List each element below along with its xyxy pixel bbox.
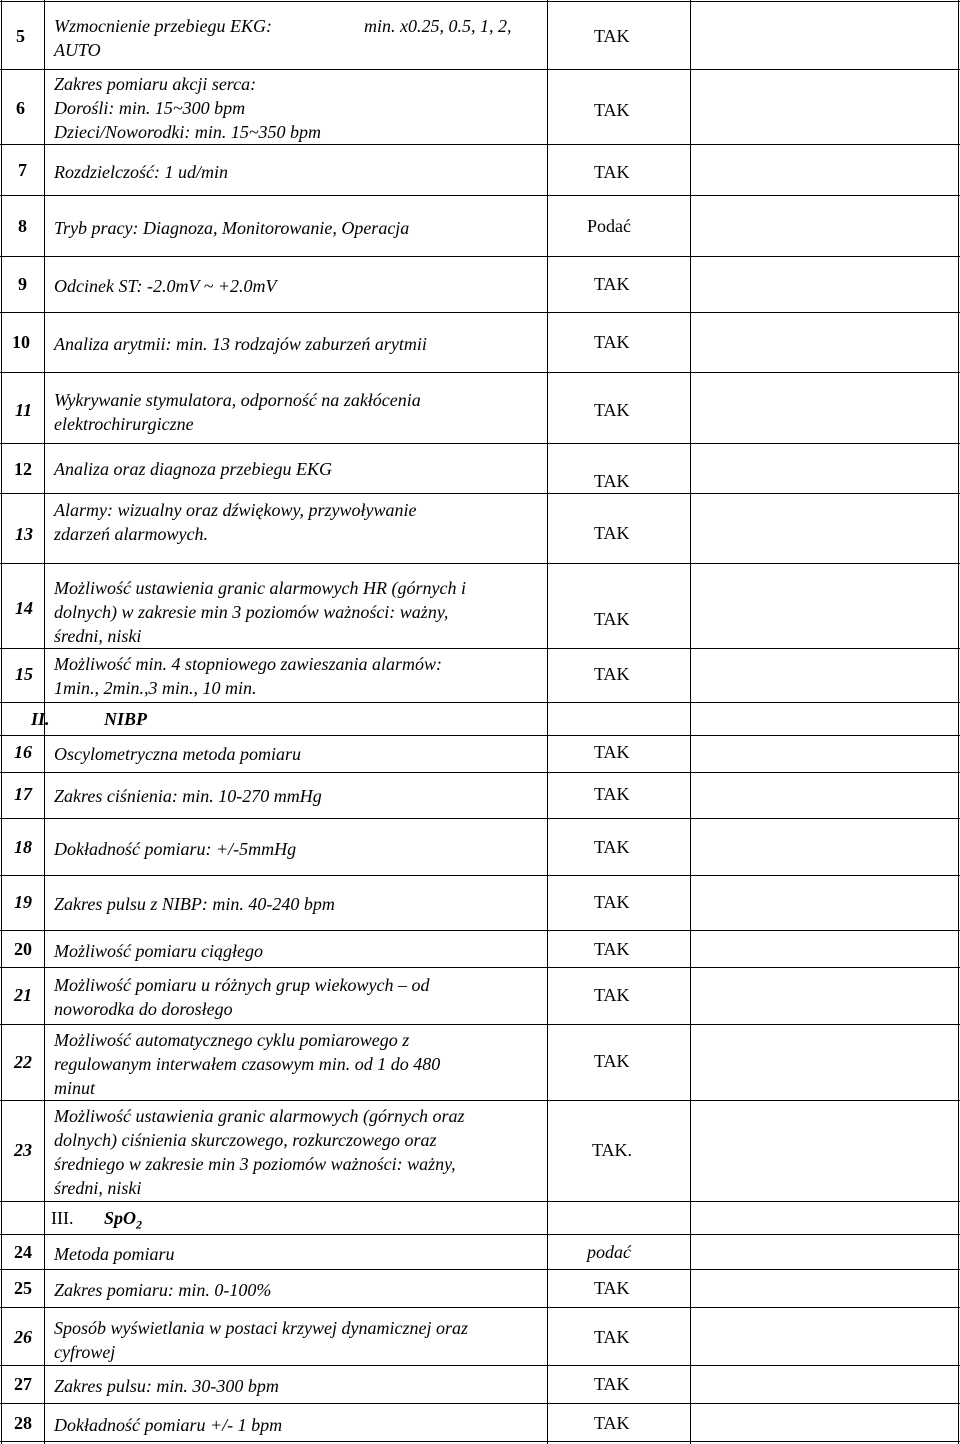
row-description: Dokładność pomiaru: +/-5mmHg xyxy=(54,839,297,859)
row-border xyxy=(0,1024,960,1025)
row-number: 18 xyxy=(14,837,32,857)
row-description: Zakres pomiaru: min. 0-100% xyxy=(54,1280,272,1300)
row-value: TAK. xyxy=(592,1140,633,1160)
row-value: Podać xyxy=(587,216,631,236)
row-value: TAK xyxy=(594,1051,630,1071)
row-description: średni, niski xyxy=(54,1178,142,1198)
row-number: 23 xyxy=(14,1140,32,1160)
row-value: TAK xyxy=(594,100,630,120)
section-number: II. xyxy=(31,709,50,729)
row-description: Zakres pulsu: min. 30-300 bpm xyxy=(54,1376,279,1396)
row-value: podać xyxy=(587,1242,631,1262)
row-value: TAK xyxy=(594,471,630,491)
row-value: TAK xyxy=(594,985,630,1005)
row-value: TAK xyxy=(594,742,630,762)
row-description: Metoda pomiaru xyxy=(54,1244,175,1264)
row-description: Odcinek ST: -2.0mV ~ +2.0mV xyxy=(54,276,277,296)
row-description: średniego w zakresie min 3 poziomów ważności: ważny, xyxy=(54,1154,456,1174)
row-border xyxy=(0,1365,960,1366)
row-number: 21 xyxy=(14,985,32,1005)
table-border-left xyxy=(1,0,2,1444)
row-border xyxy=(0,1307,960,1308)
row-border xyxy=(0,967,960,968)
row-description: min. x0.25, 0.5, 1, 2, xyxy=(364,16,512,36)
row-border xyxy=(0,443,960,444)
row-value: TAK xyxy=(594,1278,630,1298)
row-description: Zakres ciśnienia: min. 10-270 mmHg xyxy=(54,786,322,806)
row-number: 17 xyxy=(14,784,32,804)
row-number: 16 xyxy=(14,742,32,762)
row-description: Sposób wyświetlania w postaci krzywej dynamicznej oraz xyxy=(54,1318,468,1338)
row-number: 28 xyxy=(14,1413,32,1433)
row-description: zdarzeń alarmowych. xyxy=(54,524,208,544)
row-value: TAK xyxy=(594,400,630,420)
row-border xyxy=(0,1403,960,1404)
row-value: TAK xyxy=(594,664,630,684)
row-description: Wzmocnienie przebiegu EKG: xyxy=(54,16,272,36)
row-border xyxy=(0,493,960,494)
row-description: Dorośli: min. 15~300 bpm xyxy=(54,98,246,118)
row-border xyxy=(0,648,960,649)
row-border xyxy=(0,702,960,703)
row-description: 1min., 2min.,3 min., 10 min. xyxy=(54,678,257,698)
row-description: minut xyxy=(54,1078,96,1098)
row-description: Możliwość ustawienia granic alarmowych HR (górnych i xyxy=(54,578,466,598)
row-description: Możliwość ustawienia granic alarmowych (górnych oraz xyxy=(54,1106,465,1126)
row-description: Zakres pomiaru akcji serca: xyxy=(54,74,257,94)
row-value: TAK xyxy=(594,784,630,804)
row-description: średni, niski xyxy=(54,626,142,646)
row-value: TAK xyxy=(594,1374,630,1394)
row-description: Tryb pracy: Diagnoza, Monitorowanie, Operacja xyxy=(54,218,410,238)
row-border xyxy=(0,1441,960,1442)
row-border xyxy=(0,1234,960,1235)
row-description: dolnych) ciśnienia skurczowego, rozkurczowego oraz xyxy=(54,1130,437,1150)
section-title: SpO$_2$ xyxy=(104,1208,143,1232)
row-border xyxy=(0,1269,960,1270)
row-number: 8 xyxy=(18,216,27,236)
row-border xyxy=(0,1100,960,1101)
row-value: TAK xyxy=(594,1413,630,1433)
row-value: TAK xyxy=(594,26,630,46)
row-value: TAK xyxy=(594,1327,630,1347)
row-number: 24 xyxy=(14,1242,32,1262)
row-number: 12 xyxy=(14,459,32,479)
row-number: 26 xyxy=(14,1327,32,1347)
column-divider-2 xyxy=(547,0,548,1444)
row-description: regulowanym interwałem czasowym min. od 1 do 480 xyxy=(54,1054,441,1074)
row-value: TAK xyxy=(594,939,630,959)
column-divider-3 xyxy=(690,0,691,1444)
row-border xyxy=(0,256,960,257)
row-border xyxy=(0,1201,960,1202)
row-description: cyfrowej xyxy=(54,1342,116,1362)
row-value: TAK xyxy=(594,523,630,543)
row-description: Alarmy: wizualny oraz dźwiękowy, przywoływanie xyxy=(54,500,417,520)
row-border xyxy=(0,772,960,773)
row-description: Dzieci/Noworodki: min. 15~350 bpm xyxy=(54,122,322,142)
row-number: 6 xyxy=(16,98,25,118)
row-number: 9 xyxy=(18,274,27,294)
row-number: 14 xyxy=(15,598,33,618)
row-description: Możliwość min. 4 stopniowego zawieszania alarmów: xyxy=(54,654,443,674)
row-value: TAK xyxy=(594,609,630,629)
row-description: Oscylometryczna metoda pomiaru xyxy=(54,744,301,764)
row-value: TAK xyxy=(594,332,630,352)
row-value: TAK xyxy=(594,837,630,857)
row-number: 11 xyxy=(15,400,33,420)
row-description: noworodka do dorosłego xyxy=(54,999,233,1019)
row-description: Rozdzielczość: 1 ud/min xyxy=(54,162,228,182)
row-number: 27 xyxy=(14,1374,32,1394)
row-description: Analiza oraz diagnoza przebiegu EKG xyxy=(54,459,333,479)
row-number: 25 xyxy=(14,1278,32,1298)
row-value: TAK xyxy=(594,892,630,912)
row-border xyxy=(0,372,960,373)
row-border xyxy=(0,563,960,564)
row-description: dolnych) w zakresie min 3 poziomów ważności: ważny, xyxy=(54,602,449,622)
row-border xyxy=(0,735,960,736)
row-border xyxy=(0,144,960,145)
row-number: 5 xyxy=(16,26,25,46)
row-border xyxy=(0,818,960,819)
row-description: Możliwość pomiaru u różnych grup wiekowych – od xyxy=(54,975,430,995)
row-number: 15 xyxy=(15,664,33,684)
row-border xyxy=(0,69,960,70)
row-border xyxy=(0,195,960,196)
row-number: 7 xyxy=(18,160,27,180)
row-description: Możliwość automatycznego cyklu pomiarowego z xyxy=(54,1030,410,1050)
row-border xyxy=(0,312,960,313)
row-border xyxy=(0,1,960,2)
row-number: 13 xyxy=(15,524,33,544)
row-description: AUTO xyxy=(54,40,101,60)
row-number: 22 xyxy=(14,1052,32,1072)
row-description: Możliwość pomiaru ciągłego xyxy=(54,941,263,961)
section-number: III. xyxy=(51,1208,74,1228)
row-description: Zakres pulsu z NIBP: min. 40-240 bpm xyxy=(54,894,335,914)
row-number: 19 xyxy=(14,892,32,912)
row-value: TAK xyxy=(594,162,630,182)
row-description: Wykrywanie stymulatora, odporność na zakłócenia xyxy=(54,390,421,410)
row-border xyxy=(0,875,960,876)
row-description: Analiza arytmii: min. 13 rodzajów zaburzeń arytmii xyxy=(54,334,427,354)
row-description: Dokładność pomiaru +/- 1 bpm xyxy=(54,1415,283,1435)
table-border-right xyxy=(958,0,959,1444)
section-title: NIBP xyxy=(104,709,148,729)
row-description: elektrochirurgiczne xyxy=(54,414,194,434)
row-number: 10 xyxy=(12,332,30,352)
row-number: 20 xyxy=(14,939,32,959)
row-value: TAK xyxy=(594,274,630,294)
row-border xyxy=(0,930,960,931)
